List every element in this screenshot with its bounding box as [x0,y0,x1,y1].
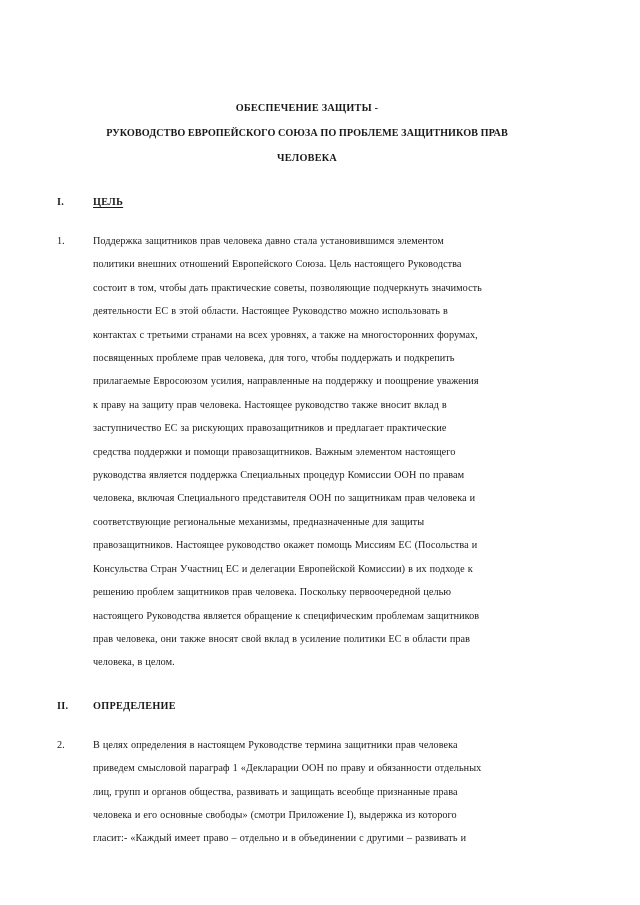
text-line: посвященных проблеме прав человека, для того, чтобы поддержать и подкрепить [93,353,455,365]
section-marker: I. [57,197,65,208]
section-heading-purpose [57,197,557,208]
text-line: Консульства Стран Участниц ЕС и делегации Европейской Комиссии) в их подходе к [93,563,473,575]
document-title [57,96,557,171]
text-line: правозащитников. Настоящее руководство окажет помощь Миссиям ЕС (Посольства и [93,540,478,552]
title-line-3: ЧЕЛОВЕКА [277,153,337,164]
text-line: средства поддержки и помощи правозащитников. Важным элементом настоящего [93,446,456,458]
title-line-1: ОБЕСПЕЧЕНИЕ ЗАЩИТЫ - [235,103,379,114]
section-marker: II. [57,700,69,712]
paragraph-2 [57,734,557,851]
text-line: В целях определения в настоящем Руководстве термина защитники прав человека [93,739,458,751]
text-line: контактах с третьими странами на всех уровнях, а также на многосторонних форумах, [93,329,478,341]
text-line: человека и его основные свободы» (смотри Приложение I), выдержка из которого [93,809,457,821]
text-line: человека, в целом. [93,657,175,669]
title-line-2: РУКОВОДСТВО ЕВРОПЕЙСКОГО СОЮЗА ПО ПРОБЛЕМЕ ЗАЩИТНИКОВ ПРАВ [106,128,508,139]
document-body [57,96,557,851]
text-line: заступничество ЕС за рискующих правозащитников и предлагает практические [93,423,447,435]
text-line: Поддержка защитников прав человека давно стала установившимся элементом [93,236,444,247]
text-line: политики внешних отношений Европейского Союза. Цель настоящего Руководства [93,259,462,271]
text-line: решению проблем защитников прав человека. Поскольку первоочередной целью [93,587,452,599]
text-line: к праву на защиту прав человека. Настоящее руководство также вносит вклад в [93,399,447,411]
paragraph-marker: 1. [57,236,65,247]
text-line: соответствующие региональные механизмы, предназначенные для защиты [93,516,425,528]
text-line: лиц, групп и органов общества, развивать и защищать всеобще признанные права [93,786,458,798]
paragraph-text [93,230,557,675]
paragraph-text [93,734,557,851]
paragraph-1 [57,230,557,675]
text-line: человека, включая Специального представителя ООН по защитникам прав человека и [93,493,476,505]
text-line: прилагаемые Евросоюзом усилия, направленные на поддержку и поощрение уважения [93,376,479,388]
paragraph-marker: 2. [57,739,65,751]
text-line: гласит:- «Каждый имеет право – отдельно и в объединении с другими – развивать и [93,833,467,845]
text-line: состоит в том, чтобы дать практические советы, позволяющие подчеркнуть значимость [93,282,482,294]
text-line: руководства является поддержка Специальных процедур Комиссии ООН по правам [93,470,465,482]
section-heading-definition [57,701,557,712]
text-line: прав человека, они также вносят свой вклад в усиление политики ЕС в области прав [93,633,470,645]
text-line: настоящего Руководства является обращение к специфическим проблемам защитников [93,610,480,622]
text-line: деятельности ЕС в этой области. Настоящее Руководство можно использовать в [93,306,448,318]
text-line: приведем смысловой параграф 1 «Декларации ООН по праву и обязанности отдельных [93,763,482,775]
section-heading-label: ОПРЕДЕЛЕНИЕ [93,700,176,712]
section-heading-label: ЦЕЛЬ [93,197,124,208]
